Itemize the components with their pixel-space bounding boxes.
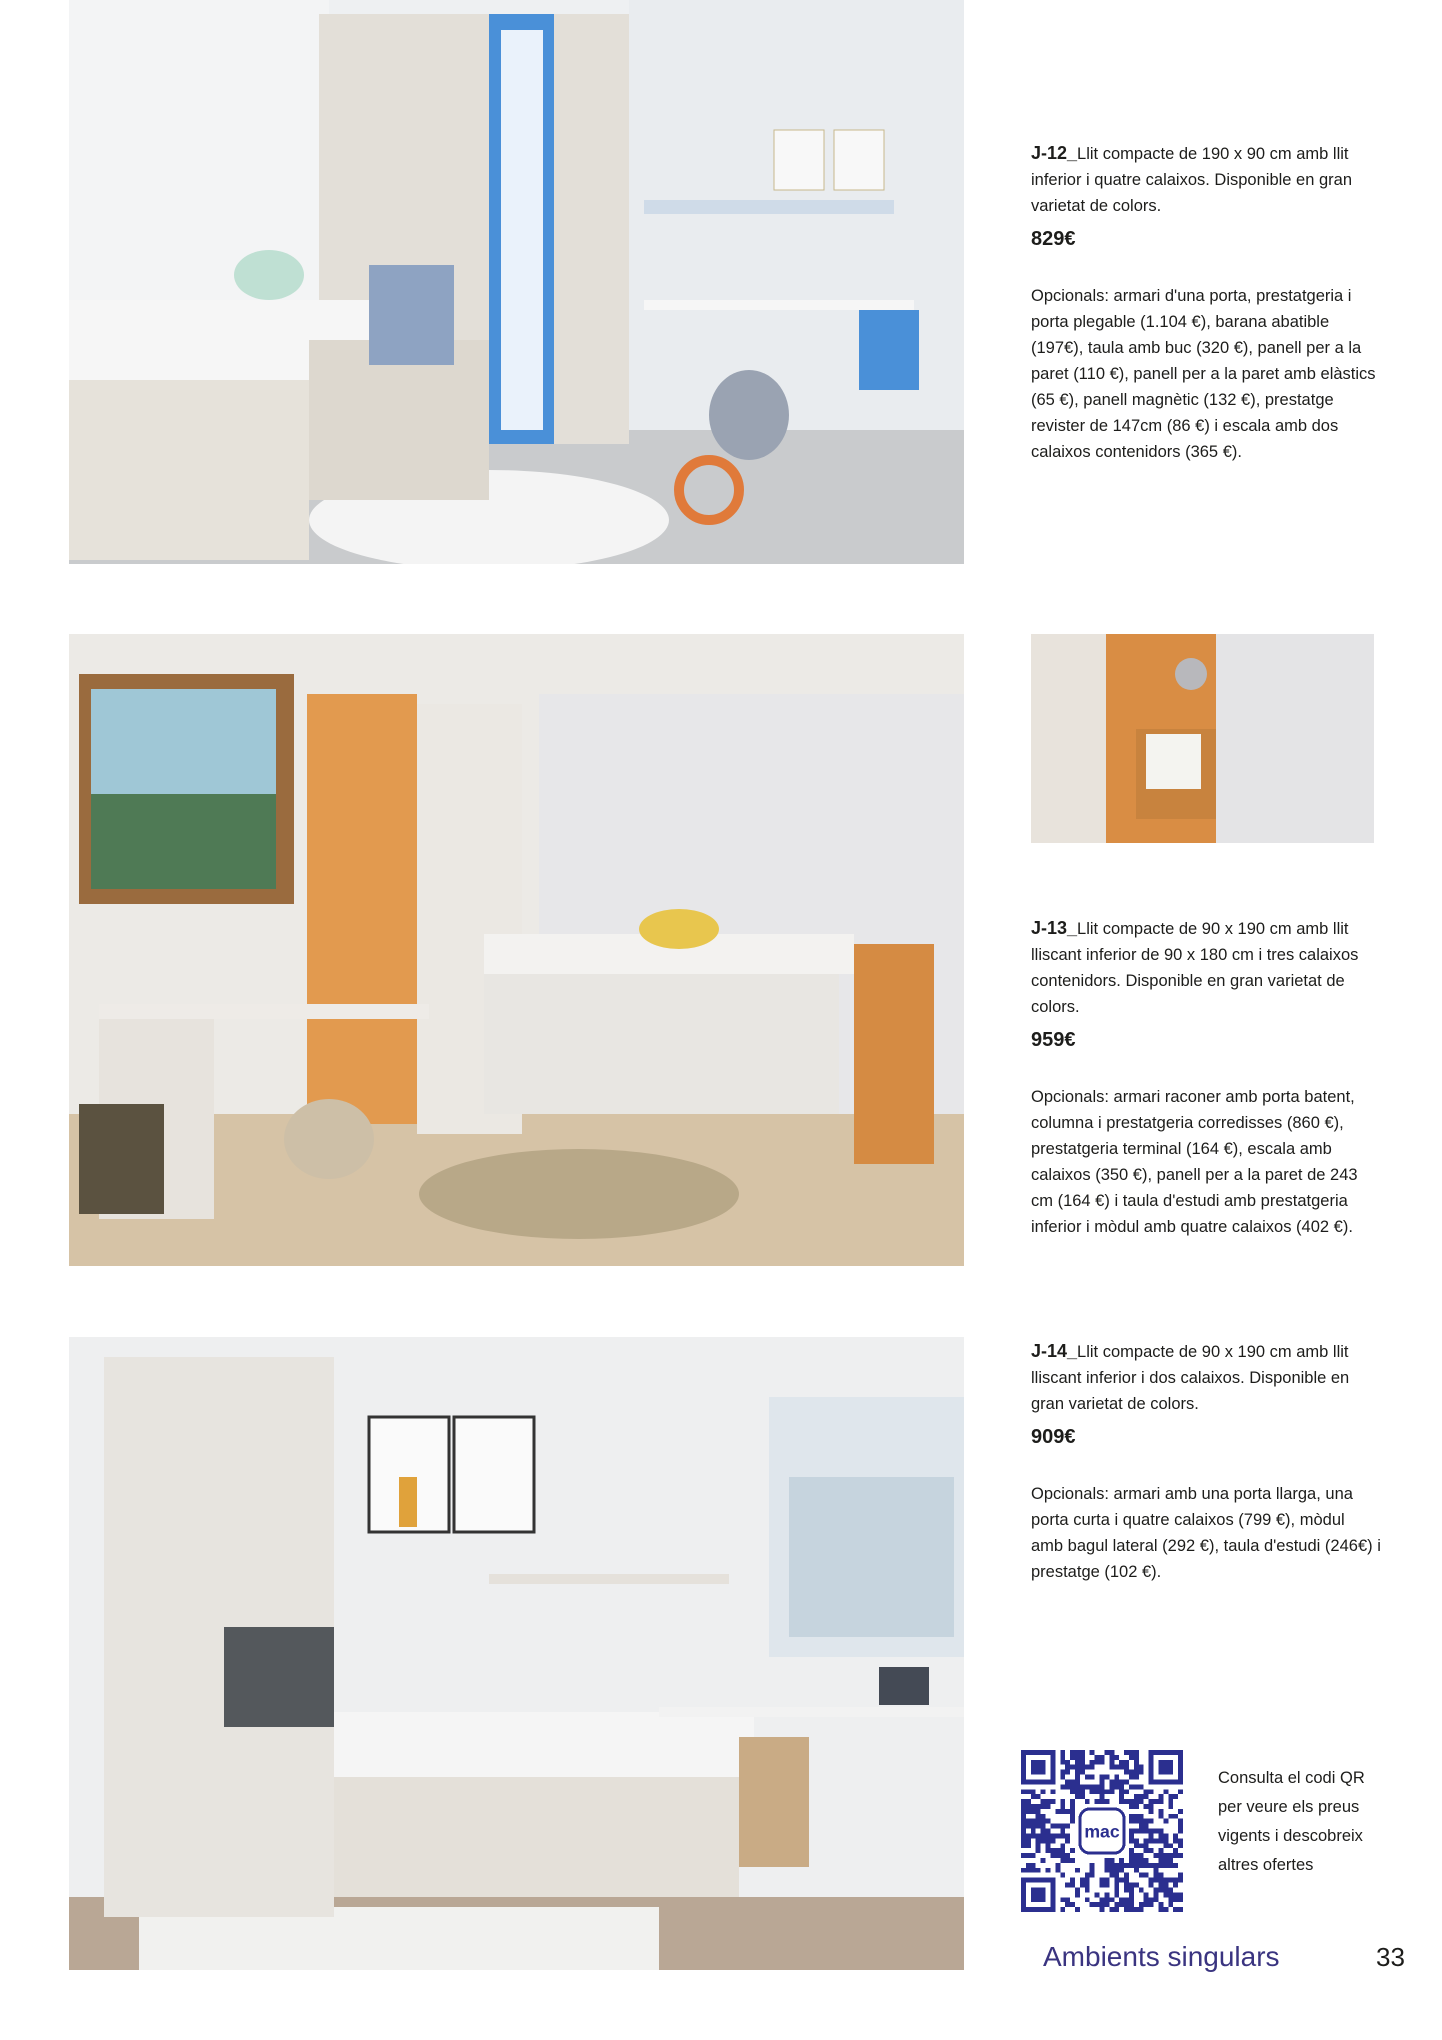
product-code: J-13_ [1031,918,1078,938]
product-j14 [1031,1338,1381,1585]
photo-j13-detail [1031,634,1374,843]
product-options: Opcionals: armari d'una porta, prestatgeria i porta plegable (1.104 €), barana abatible (197€), taula amb buc (320 €), panell per a la paret (110 €), panell per a la paret amb elàstics (65 €), panell magnètic (132 €), prestatge revister de 147cm (86 €) i escala amb dos calaixos contenidors (365 €). [1031,287,1376,461]
product-description: J-14_Llit compacte de 90 x 190 cm amb llit lliscant inferior i dos calaixos. Disponible en gran varietat de colors. [1031,1341,1350,1413]
product-code: J-14_ [1031,1341,1078,1361]
product-j13 [1031,915,1381,1240]
qr-logo: mac [1084,1821,1120,1842]
product-code: J-12_ [1031,143,1078,163]
product-price: 959€ [1031,1029,1076,1051]
page-number: 33 [1376,1942,1405,1972]
photo-j13-bedroom [69,634,964,1266]
qr-code[interactable] [1021,1750,1183,1912]
product-j12 [1031,140,1381,465]
product-price: 829€ [1031,228,1076,250]
section-title: Ambients singulars [1043,1941,1280,1972]
product-description: J-12_Llit compacte de 190 x 90 cm amb llit inferior i quatre calaixos. Disponible en gran varietat de colors. [1031,143,1353,215]
product-description: J-13_Llit compacte de 90 x 190 cm amb llit lliscant inferior de 90 x 180 cm i tres calaixos contenidors. Disponible en gran varietat de colors. [1031,918,1359,1016]
photo-j14-bedroom [69,1337,964,1970]
qr-caption: Consulta el codi QR per veure els preus vigents i descobreix altres ofertes [1218,1769,1365,1874]
photo-j12-bedroom [69,0,964,564]
product-options: Opcionals: armari amb una porta llarga, una porta curta i quatre calaixos (799 €), mòdul amb bagul lateral (292 €), taula d'estudi (246€) i prestatge (102 €). [1031,1485,1381,1581]
product-options: Opcionals: armari raconer amb porta batent, columna i prestatgeria corredisses (860 €), prestatgeria terminal (164 €), escala amb calaixos (350 €), panell per a la paret de 243 cm (164 €) i taula d'estudi amb prestatgeria inferior i mòdul amb quatre calaixos (402 €). [1031,1088,1358,1236]
product-price: 909€ [1031,1426,1076,1448]
